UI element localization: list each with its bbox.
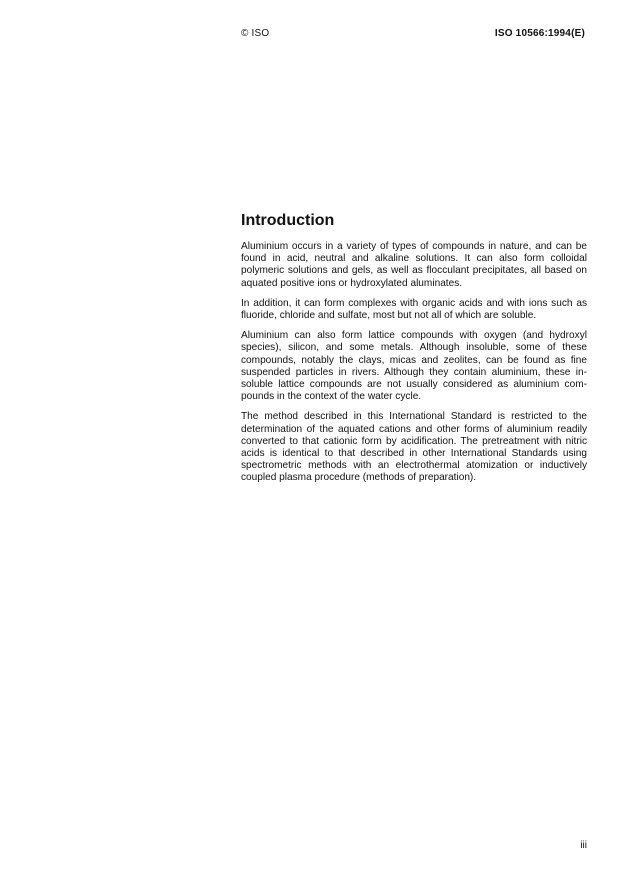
paragraph-occurrence: Aluminium occurs in a variety of types of compounds in nature, and can be found in acid, neutral and alkaline solutions. It can also form colloidal polymeric solutions and gels, as well as flocculant precipitates, all based on aquated positive ions or hydroxylated aluminates. xyxy=(241,241,587,289)
paragraph-complexes: In addition, it can form complexes with organic acids and with ions such as fluoride, chloride and sulfate, most but not all of which are soluble. xyxy=(241,297,587,322)
page-number: iii xyxy=(580,840,587,851)
paragraph-method-scope: The method described in this International Standard is restricted to the determination of the aquated cations and other forms of aluminium readily converted to that cationic form by acidification. The pretreatment with nitric acids is identical to that described in other International Standards using spectrometric methods with an electrothermal atomization or inductively coupled plasma procedure (methods of preparation). xyxy=(241,411,587,484)
standard-number: ISO 10566:1994(E) xyxy=(494,28,585,39)
section-title: Introduction xyxy=(241,212,335,229)
paragraph-lattice-compounds: Aluminium can also form lattice compounds with oxygen (and hydroxyl species), silicon, and some metals. Although insoluble, some of these compounds, notably the clays, micas and zeolites, can be found as fine suspended particles in rivers. Although they contain aluminium, these insoluble lattice compounds are not usually considered as aluminium compounds in the context of the water cycle. xyxy=(241,330,587,403)
copyright-notice: © ISO xyxy=(241,28,270,39)
introduction-body xyxy=(241,241,587,493)
